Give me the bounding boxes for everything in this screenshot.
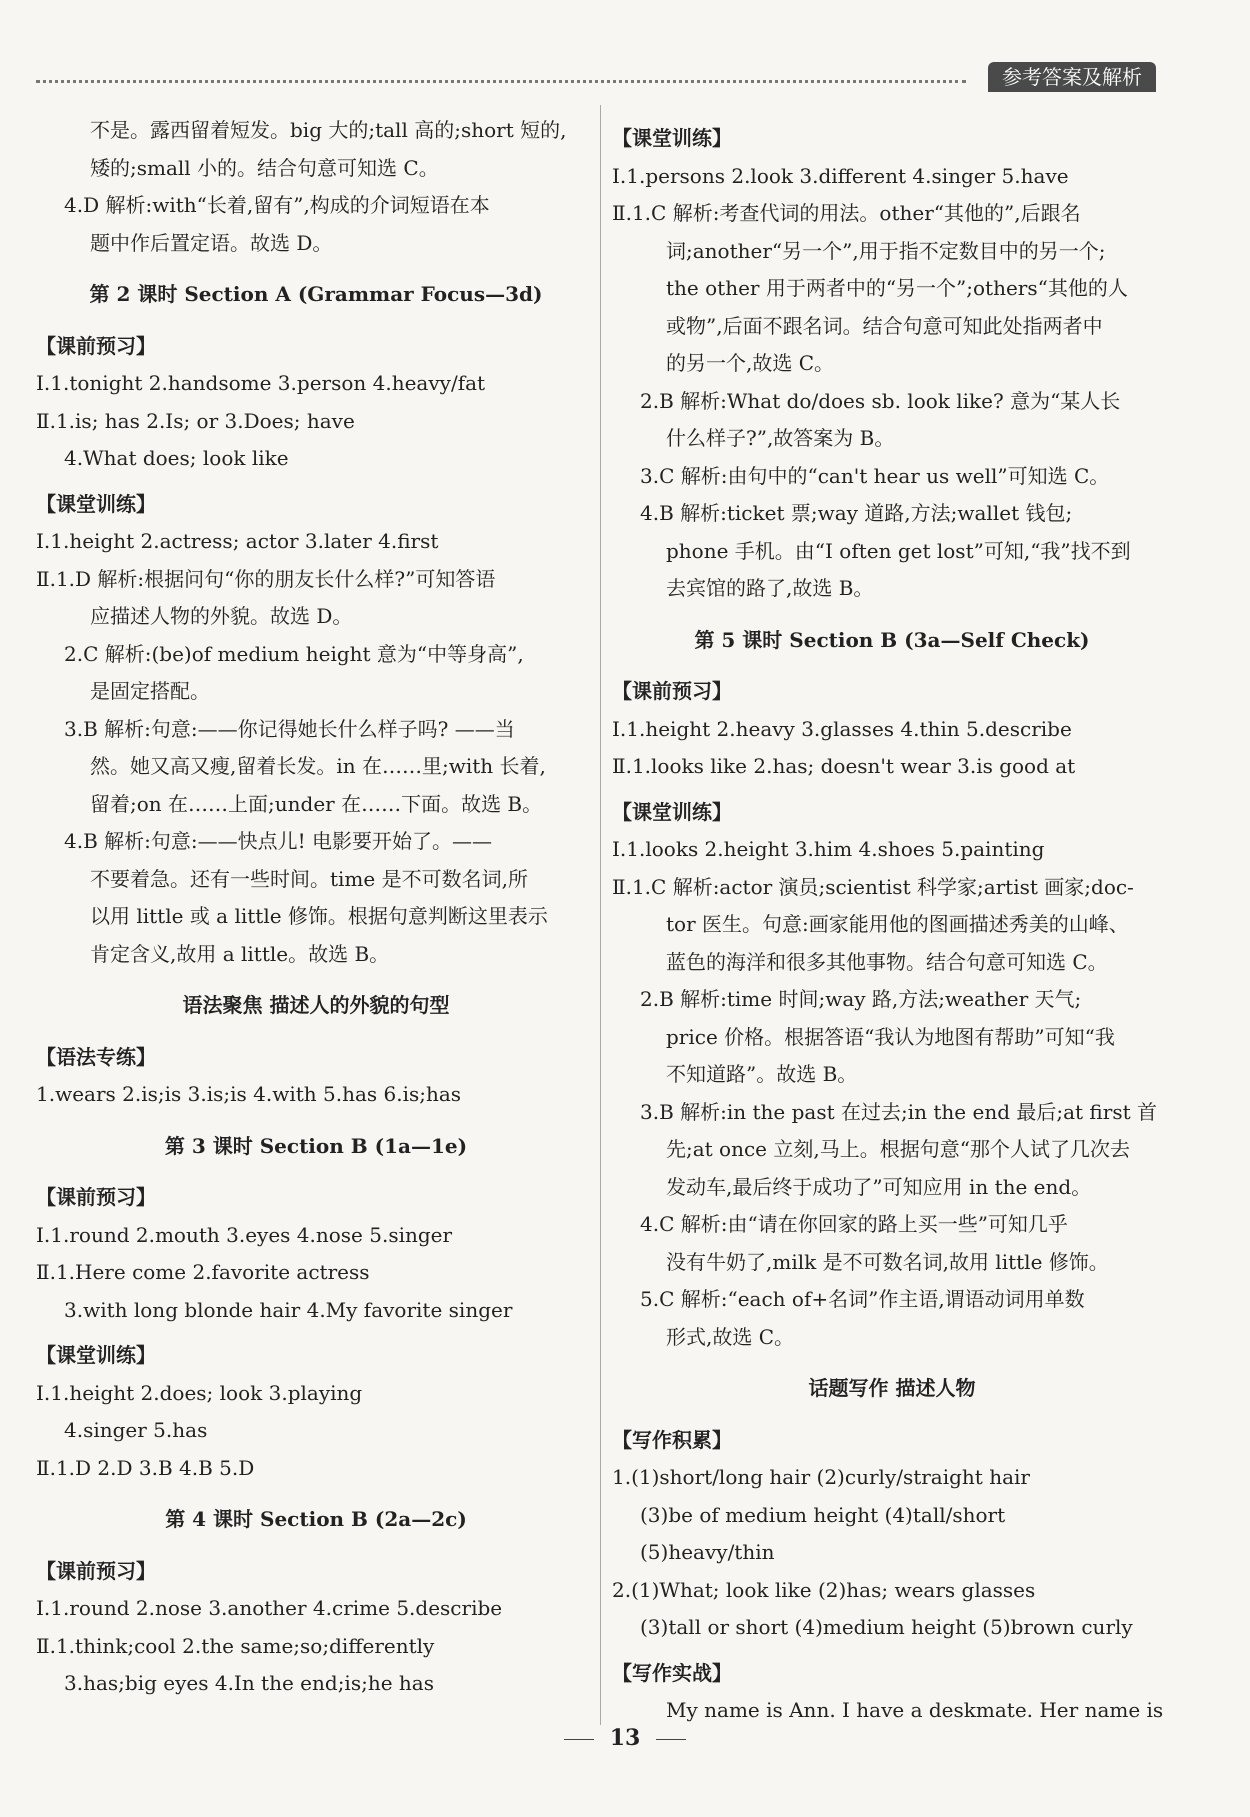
- page-header: [36, 62, 1156, 90]
- lesson-title: 语法聚焦 描述人的外貌的句型: [182, 993, 450, 1017]
- answer-line: 1.wears 2.is;is 3.is;is 4.with 5.has 6.is;has: [36, 1082, 462, 1106]
- answer-line: Ⅰ.1.round 2.nose 3.another 4.crime 5.describe: [36, 1596, 503, 1620]
- answer-line: 4.C 解析:由“请在你回家的路上买一些”可知几乎: [640, 1212, 1068, 1236]
- answer-line: 5.C 解析:“each of+名词”作主语,谓语动词用单数: [640, 1287, 1085, 1311]
- lesson-title: 第 3 课时 Section B (1a—1e): [164, 1133, 468, 1158]
- answer-line: 不是。露西留着短发。big 大的;tall 高的;short 短的,: [90, 118, 567, 142]
- section-heading: 【课堂训练】: [612, 799, 732, 824]
- header-dotted-rule: [36, 80, 966, 83]
- answer-line: 形式,故选 C。: [666, 1324, 795, 1349]
- answer-line: 词;another“另一个”,用于指不定数目中的另一个;: [666, 238, 1106, 263]
- answer-line: 1.(1)short/long hair (2)curly/straight hair: [612, 1465, 1030, 1489]
- answer-line: 先;at once 立刻,马上。根据句意“那个人试了几次去: [666, 1137, 1130, 1161]
- answer-line: (5)heavy/thin: [640, 1540, 775, 1564]
- answer-line: Ⅰ.1.height 2.does; look 3.playing: [36, 1380, 363, 1405]
- section-heading: 【课堂训练】: [36, 1343, 156, 1367]
- answer-line: 以用 little 或 a little 修饰。根据句意判断这里表示: [90, 904, 548, 928]
- answer-line: 4.B 解析:ticket 票;way 道路,方法;wallet 钱包;: [640, 501, 1073, 525]
- answer-line: 应描述人物的外貌。故选 D。: [90, 604, 353, 628]
- answer-line: 3.C 解析:由句中的“can't hear us well”可知选 C。: [640, 463, 1110, 488]
- answer-line: 题中作后置定语。故选 D。: [90, 230, 333, 255]
- answer-line: 2.(1)What; look like (2)has; wears glasses: [612, 1577, 1036, 1602]
- answer-line: Ⅱ.1.looks like 2.has; doesn't wear 3.is good at: [612, 754, 1076, 778]
- answer-line: 不知道路”。故选 B。: [666, 1062, 858, 1086]
- column-divider: [600, 105, 601, 1725]
- section-heading: 【课前预习】: [36, 1185, 156, 1209]
- answer-line: 3.has;big eyes 4.In the end;is;he has: [64, 1671, 434, 1695]
- answer-line: Ⅱ.1.is; has 2.Is; or 3.Does; have: [36, 408, 355, 433]
- answer-line: Ⅱ.1.Here come 2.favorite actress: [36, 1260, 370, 1284]
- answer-line: 的另一个,故选 C。: [666, 351, 835, 375]
- lesson-title: 第 2 课时 Section A (Grammar Focus—3d): [89, 282, 543, 306]
- answer-line: 矮的;small 小的。结合句意可知选 C。: [90, 155, 439, 180]
- answer-line: Ⅱ.1.D 2.D 3.B 4.B 5.D: [36, 1455, 255, 1480]
- answer-line: 4.singer 5.has: [64, 1418, 208, 1442]
- section-heading: 【写作实战】: [612, 1660, 732, 1685]
- page-number: 13: [0, 1725, 1250, 1751]
- section-heading: 【课堂训练】: [612, 126, 732, 150]
- answer-line: phone 手机。由“I often get lost”可知,“我”找不到: [666, 538, 1131, 563]
- lesson-title: 话题写作 描述人物: [808, 1376, 976, 1400]
- answer-line: price 价格。根据答语“我认为地图有帮助”可知“我: [666, 1024, 1115, 1049]
- section-heading: 【语法专练】: [36, 1044, 156, 1069]
- answer-line: 去宾馆的路了,故选 B。: [666, 576, 874, 600]
- answer-line: tor 医生。句意:画家能用他的图画描述秀美的山峰、: [666, 912, 1129, 936]
- answer-line: 4.B 解析:句意:——快点儿! 电影要开始了。——: [64, 829, 493, 853]
- answer-line: (3)tall or short (4)medium height (5)brown curly: [640, 1615, 1133, 1639]
- answer-line: Ⅰ.1.height 2.actress; actor 3.later 4.first: [36, 529, 439, 553]
- answer-line: Ⅰ.1.tonight 2.handsome 3.person 4.heavy/fat: [36, 371, 486, 395]
- answer-line: 4.D 解析:with“长着,留有”,构成的介词短语在本: [64, 193, 490, 217]
- section-heading: 【写作积累】: [612, 1427, 732, 1452]
- left-column: [36, 112, 596, 1703]
- answer-line: 然。她又高又瘦,留着长发。in 在……里;with 长着,: [90, 754, 546, 778]
- answer-line: 3.with long blonde hair 4.My favorite singer: [64, 1297, 513, 1322]
- section-heading: 【课前预习】: [36, 333, 156, 358]
- answer-line: 4.What does; look like: [64, 446, 289, 470]
- answer-line: 不要着急。还有一些时间。time 是不可数名词,所: [90, 866, 528, 891]
- answer-line: Ⅰ.1.height 2.heavy 3.glasses 4.thin 5.describe: [612, 716, 1072, 741]
- answer-line: 2.B 解析:What do/does sb. look like? 意为“某人长: [640, 388, 1121, 413]
- answer-line: My name is Ann. I have a deskmate. Her name is: [666, 1698, 1164, 1722]
- answer-line: 3.B 解析:句意:——你记得她长什么样子吗? ——当: [64, 716, 515, 741]
- section-heading: 【课堂训练】: [36, 491, 156, 516]
- answer-line: the other 用于两者中的“另一个”;others“其他的人: [666, 276, 1128, 300]
- right-column: [612, 112, 1172, 1730]
- section-heading: 【课前预习】: [36, 1558, 156, 1583]
- answer-line: Ⅱ.1.C 解析:actor 演员;scientist 科学家;artist 画家;doc-: [612, 874, 1134, 899]
- answer-line: Ⅱ.1.C 解析:考查代词的用法。other“其他的”,后跟名: [612, 201, 1081, 225]
- header-section-tab: 参考答案及解析: [988, 62, 1156, 92]
- answer-line: 什么样子?”,故答案为 B。: [666, 426, 895, 450]
- answer-line: 2.C 解析:(be)of medium height 意为“中等身高”,: [64, 641, 524, 666]
- answer-line: Ⅰ.1.looks 2.height 3.him 4.shoes 5.painting: [612, 837, 1045, 861]
- answer-line: 肯定含义,故用 a little。故选 B。: [90, 941, 390, 966]
- answer-line: Ⅰ.1.round 2.mouth 3.eyes 4.nose 5.singer: [36, 1222, 453, 1247]
- answer-line: 留着;on 在……上面;under 在……下面。故选 B。: [90, 791, 543, 816]
- answer-line: 蓝色的海洋和很多其他事物。结合句意可知选 C。: [666, 949, 1108, 974]
- answer-line: Ⅰ.1.persons 2.look 3.different 4.singer 5.have: [612, 163, 1069, 188]
- answer-line: 是固定搭配。: [90, 679, 210, 703]
- lesson-title: 第 5 课时 Section B (3a—Self Check): [694, 627, 1090, 652]
- answer-line: 3.B 解析:in the past 在过去;in the end 最后;at first 首: [640, 1099, 1157, 1124]
- answer-line: 没有牛奶了,milk 是不可数名词,故用 little 修饰。: [666, 1249, 1109, 1274]
- answer-line: 或物”,后面不跟名词。结合句意可知此处指两者中: [666, 313, 1103, 338]
- answer-line: Ⅱ.1.think;cool 2.the same;so;differently: [36, 1633, 435, 1658]
- answer-line: (3)be of medium height (4)tall/short: [640, 1502, 1006, 1527]
- section-heading: 【课前预习】: [612, 679, 732, 703]
- answer-line: 2.B 解析:time 时间;way 路,方法;weather 天气;: [640, 987, 1082, 1011]
- answer-line: Ⅱ.1.D 解析:根据问句“你的朋友长什么样?”可知答语: [36, 566, 496, 591]
- answer-line: 发动车,最后终于成功了”可知应用 in the end。: [666, 1174, 1092, 1199]
- lesson-title: 第 4 课时 Section B (2a—2c): [165, 1507, 467, 1531]
